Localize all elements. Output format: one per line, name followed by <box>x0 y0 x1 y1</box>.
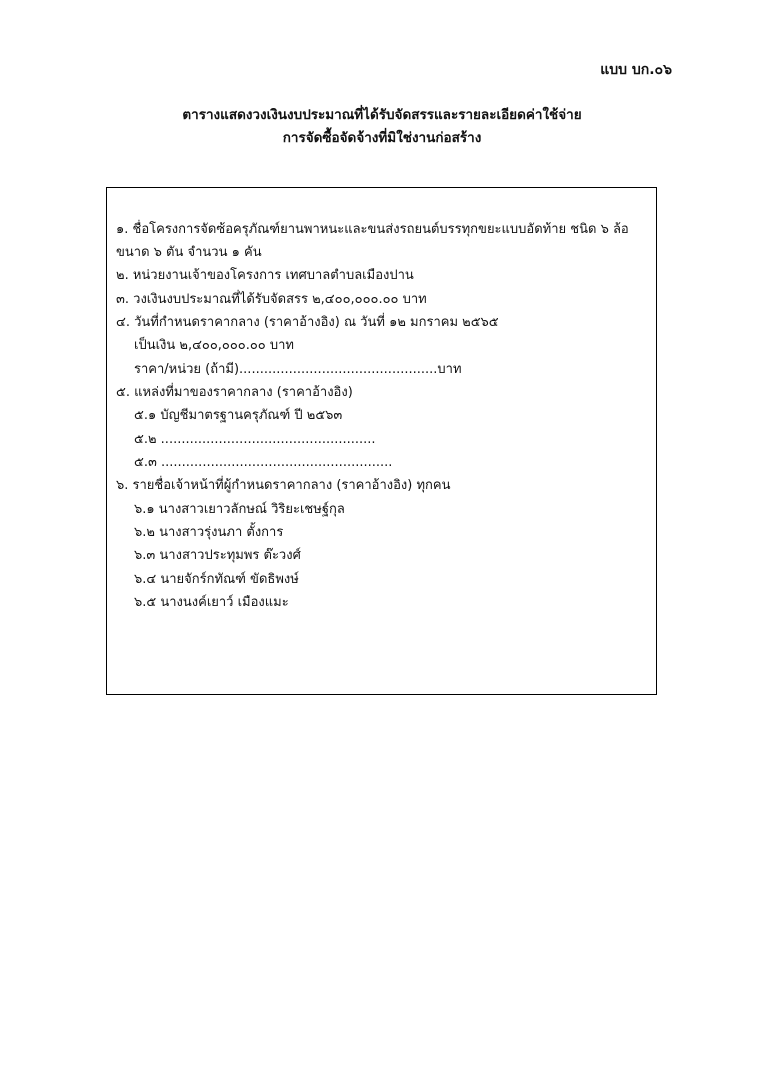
project-name-line-1: ๑. ชื่อโครงการจัดซ้อครุภัณฑ์ยานพาหนะและขนส่งรถยนต์บรรทุกขยะแบบอัดท้าย ชนิด ๖ ล้อ <box>116 222 629 237</box>
reference-amount-line: เป็นเงิน ๒,๔๐๐,๐๐๐.๐๐ บาท <box>134 338 294 353</box>
price-source-1: ๕.๑ บัญชีมาตรฐานครุภัณฑ์ ปี ๒๕๖๓ <box>134 408 343 423</box>
agency-line: ๒. หน่วยงานเจ้าของโครงการ เทศบาลตำบลเมืองปาน <box>116 268 414 283</box>
budget-line: ๓. วงเงินงบประมาณที่ได้รับจัดสรร ๒,๔๐๐,๐๐๐.๐๐ บาท <box>116 292 427 307</box>
official-4: ๖.๔ นายจักร์กทัณฑ์ ขัดธิพงษ์ <box>134 572 299 587</box>
document-title-line-2: การจัดซื้อจัดจ้างที่มิใช่งานก่อสร้าง <box>282 130 482 146</box>
official-5: ๖.๕ นางนงค์เยาว์ เมืองแมะ <box>134 595 289 610</box>
document-title-line-1: ตารางแสดงวงเงินงบประมาณที่ได้รับจัดสรรและรายละเอียดค่าใช้จ่าย <box>182 107 582 123</box>
official-1: ๖.๑ นางสาวเยาวลักษณ์ วิริยะเชษฐ์กุล <box>134 502 345 517</box>
price-sources-heading: ๕. แหล่งที่มาของราคากลาง (ราคาอ้างอิง) <box>116 385 353 400</box>
reference-date-line: ๔. วันที่กำหนดราคากลาง (ราคาอ้างอิง) ณ วันที่ ๑๒ มกราคม ๒๕๖๕ <box>116 315 499 330</box>
official-2: ๖.๒ นางสาวรุ่งนภา ตั้งการ <box>134 525 284 540</box>
officials-heading: ๖. รายชื่อเจ้าหน้าที่ผู้กำหนดราคากลาง (ราคาอ้างอิง) ทุกคน <box>116 478 451 493</box>
price-source-2: ๕.๒ .................................................... <box>134 432 376 447</box>
price-source-3: ๕.๓ ........................................................ <box>134 455 393 470</box>
unit-price-line: ราคา/หน่วย (ถ้ามี)................................................บาท <box>134 362 462 377</box>
official-3: ๖.๓ นางสาวประทุมพร ต๊ะวงศ์ <box>134 548 301 563</box>
form-code: แบบ บก.๐๖ <box>600 62 672 78</box>
project-name-line-2: ขนาด ๖ ตัน จำนวน ๑ คัน <box>116 245 262 260</box>
